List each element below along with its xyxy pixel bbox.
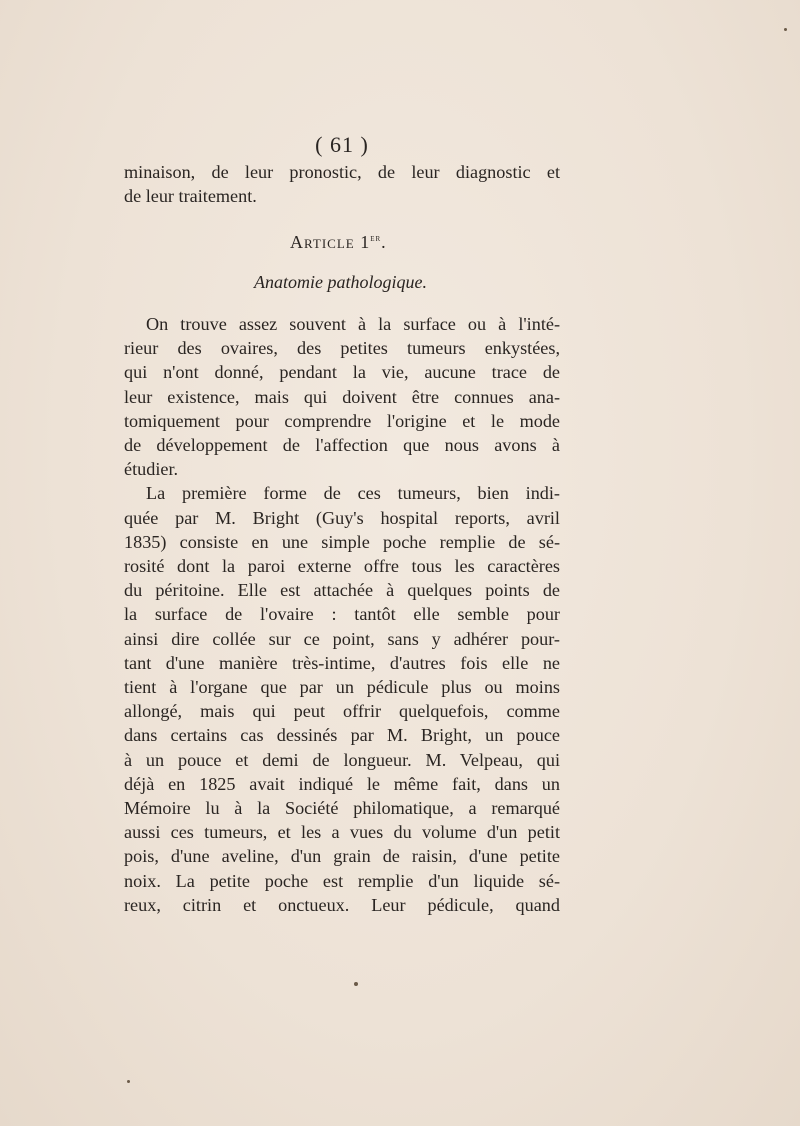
text-line: de développement de l'affection que nous avons à	[124, 435, 560, 456]
text-line: aussi ces tumeurs, et les a vues du volume d'un petit	[124, 822, 560, 843]
article-heading: Article 1er.	[290, 232, 387, 252]
text-line: noix. La petite poche est remplie d'un liquide sé-	[124, 870, 560, 891]
text-line: La première forme de ces tumeurs, bien indi-	[146, 483, 560, 504]
text-line: leur existence, mais qui doivent être connues ana-	[124, 386, 560, 407]
text-line: 1835) consiste en une simple poche remplie de sé-	[124, 531, 560, 552]
article-heading-text: Article 1	[290, 232, 371, 252]
text-line: On trouve assez souvent à la surface ou à l'inté-	[146, 314, 560, 334]
article-heading-suffix: er	[370, 233, 382, 244]
text-line: rosité dont la paroi externe offre tous les caractères	[124, 556, 560, 577]
text-line: la surface de l'ovaire : tantôt elle semble pour	[124, 604, 560, 625]
text-line: tomiquement pour comprendre l'origine et le mode	[124, 410, 560, 431]
text-line: tant d'une manière très-intime, d'autres fois elle ne	[124, 652, 560, 673]
intro-text	[124, 160, 560, 208]
text-line: reux, citrin et onctueux. Leur pédicule, quand	[124, 894, 560, 915]
text-line: rieur des ovaires, des petites tumeurs enkystées,	[124, 338, 560, 359]
text-line: tient à l'organe que par un pédicule plus ou moins	[124, 677, 560, 698]
text-line: du péritoine. Elle est attachée à quelques points de	[124, 580, 560, 601]
text-line: dans certains cas dessinés par M. Bright, un pouce	[124, 725, 560, 746]
text-line: à un pouce et demi de longueur. M. Velpeau, qui	[124, 749, 560, 770]
text-line: pois, d'une aveline, d'un grain de raisin, d'une petite	[124, 846, 560, 867]
ink-speck	[784, 28, 787, 31]
body-text	[124, 312, 560, 917]
text-line: allongé, mais qui peut offrir quelquefois, comme	[124, 701, 560, 722]
ink-speck	[354, 982, 358, 986]
section-heading: Anatomie pathologique.	[254, 272, 427, 292]
text-line: minaison, de leur pronostic, de leur diagnostic et	[124, 162, 560, 182]
text-line: de leur traitement.	[124, 186, 257, 207]
text-line: Mémoire lu à la Société philomatique, a remarqué	[124, 798, 560, 819]
text-line: qui n'ont donné, pendant la vie, aucune trace de	[124, 362, 560, 383]
text-line: quée par M. Bright (Guy's hospital reports, avril	[124, 507, 560, 528]
page-number: ( 61 )	[315, 132, 369, 157]
text-line: étudier.	[124, 459, 179, 480]
text-line: ainsi dire collée sur ce point, sans y adhérer pour-	[124, 628, 560, 649]
ink-speck	[127, 1080, 130, 1083]
text-line: déjà en 1825 avait indiqué le même fait, dans un	[124, 773, 560, 794]
